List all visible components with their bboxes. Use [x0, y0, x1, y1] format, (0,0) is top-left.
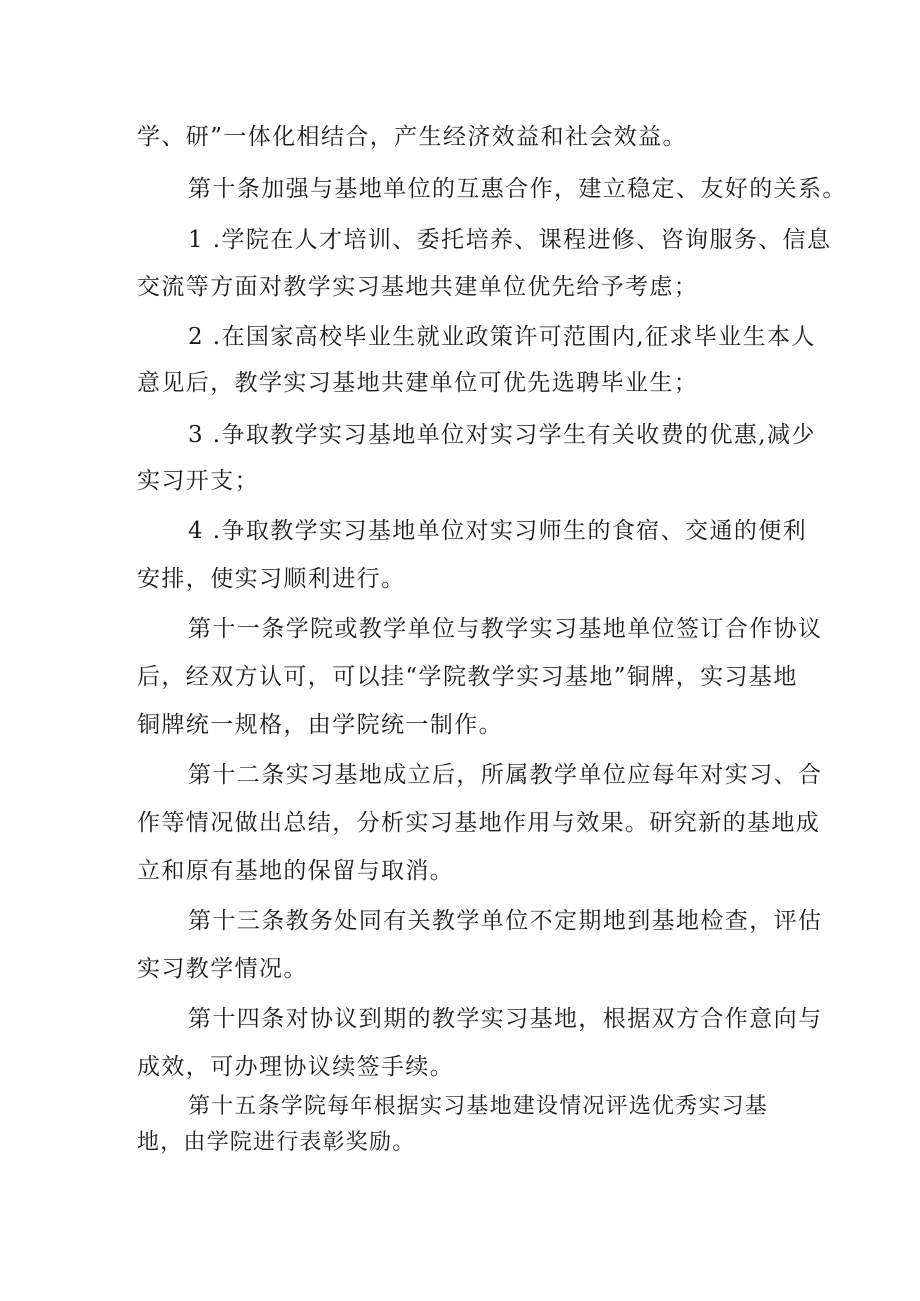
text-line: 安排，使实习顺利进行。 — [137, 566, 406, 592]
text-line: 第十一条学院或教学单位与教学实习基地单位签订合作协议 — [188, 616, 823, 642]
text-line: 交流等方面对教学实习基地共建单位优先给予考虑； — [137, 274, 699, 300]
text-line: 第十三条教务处同有关教学单位不定期地到基地检查，评估 — [188, 908, 823, 934]
text-line: 意见后，教学实习基地共建单位可优先选聘毕业生； — [137, 370, 699, 396]
text-line: 立和原有基地的保留与取消。 — [137, 858, 455, 884]
text-line: 2 .在国家高校毕业生就业政策许可范围内,征求毕业生本人 — [188, 324, 816, 350]
text-line: 作等情况做出总结，分析实习基地作用与效果。研究新的基地成 — [137, 810, 821, 836]
text-line: 第十五条学院每年根据实习基地建设情况评选优秀实习基 — [188, 1094, 769, 1119]
text-line: 3 .争取教学实习基地单位对实习学生有关收费的优惠,减少 — [188, 422, 816, 448]
text-line: 学、研”一体化相结合，产生经济效益和社会效益。 — [137, 124, 687, 150]
text-line: 实习开支； — [137, 468, 259, 494]
text-line: 后，经双方认可，可以挂“学院教学实习基地”铜牌，实习基地 — [137, 664, 798, 690]
text-line: 1 .学院在人才培训、委托培养、课程进修、咨询服务、信息 — [188, 227, 832, 253]
text-line: 实习教学情况。 — [137, 956, 308, 982]
text-line: 地，由学院进行表彰奖励。 — [137, 1130, 416, 1155]
text-line: 4 .争取教学实习基地单位对实习师生的食宿、交通的便利 — [188, 518, 808, 544]
text-line: 第十条加强与基地单位的互惠合作，建立稳定、友好的关系。 — [188, 176, 847, 202]
text-line: 铜牌统一规格，由学院统一制作。 — [137, 712, 503, 738]
text-line: 第十四条对协议到期的教学实习基地，根据双方合作意向与 — [188, 1006, 823, 1032]
text-line: 第十二条实习基地成立后，所属教学单位应每年对实习、合 — [188, 762, 823, 788]
text-line: 成效，可办理协议续签手续。 — [137, 1054, 455, 1080]
